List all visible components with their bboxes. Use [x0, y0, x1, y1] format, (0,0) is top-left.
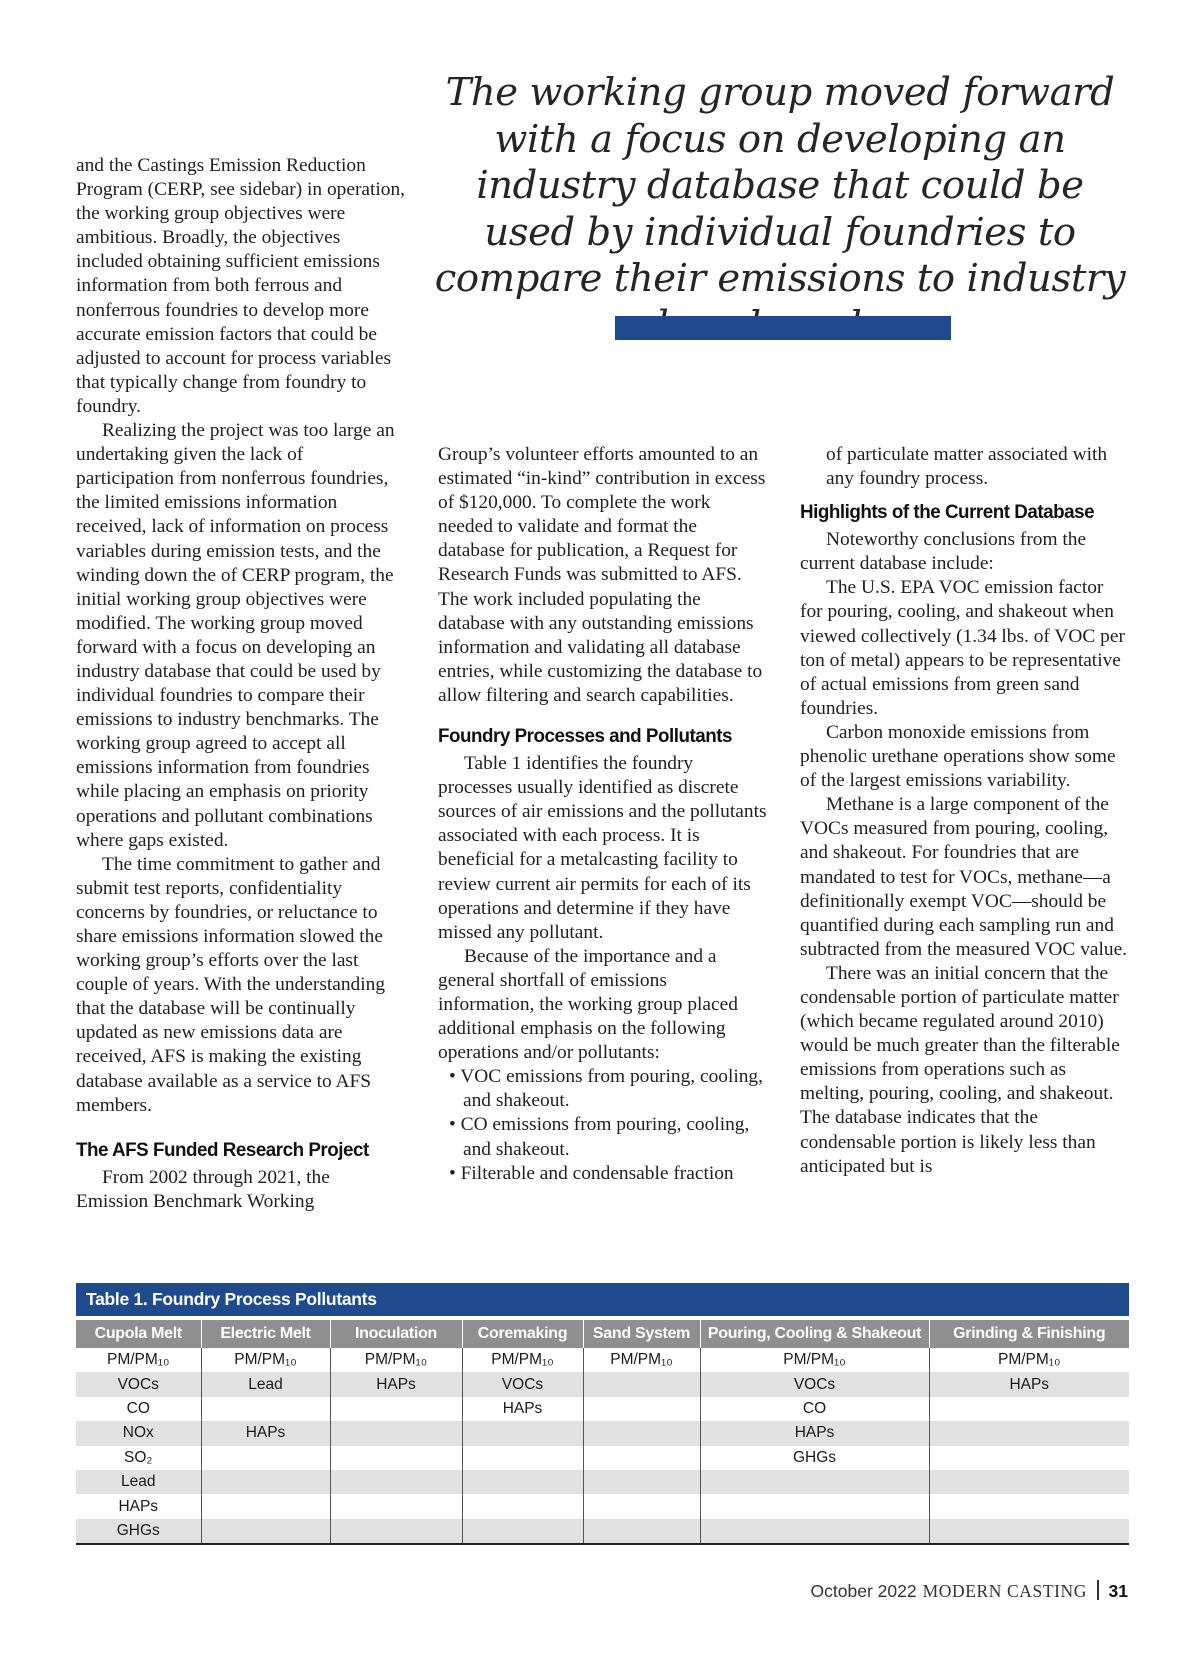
table-cell: PM/PM₁₀ [201, 1348, 330, 1372]
table-cell [330, 1446, 462, 1470]
paragraph: Noteworthy conclusions from the current database include: [800, 529, 1087, 575]
table-cell [929, 1494, 1129, 1518]
table-cell: CO [700, 1397, 929, 1421]
table-cell: HAPs [330, 1372, 462, 1396]
section-heading: The AFS Funded Research Project [76, 1138, 369, 1161]
table-cell: PM/PM₁₀ [583, 1348, 700, 1372]
paragraph: and the Castings Emission Reduction Program (CERP, see sidebar) in operation, the working group objectives were ambitious. Broadly, the objectives included obtaining sufficient emissions information from both ferrous and nonferrous foundries to develop more accurate emission factors that could be adjusted to account for process variables that typically change from foundry to foundry. [76, 155, 406, 417]
bullet-item: • CO emissions from pouring, cooling, and shakeout. [449, 1114, 750, 1160]
table-row [76, 1446, 1129, 1470]
table-cell [583, 1470, 700, 1494]
table-cell [330, 1494, 462, 1518]
page-number: 31 [1108, 1581, 1128, 1601]
paragraph: The U.S. EPA VOC emission factor for pouring, cooling, and shakeout when viewed collectively (1.34 lbs. of VOC per ton of metal) appears to be representative of actual emissions from green sand foundries. [800, 577, 1125, 719]
table-cell [201, 1519, 330, 1544]
table-cell: CO [126, 1399, 150, 1417]
table-cell [700, 1470, 929, 1494]
paragraph: Carbon monoxide emissions from phenolic urethane operations show some of the largest emissions variability. [800, 721, 1116, 792]
table-cell [583, 1494, 700, 1518]
paragraph: Because of the importance and a general shortfall of emissions information, the working group placed additional emphasis on the following operations and/or pollutants: [438, 945, 738, 1064]
text-column-3 [800, 443, 1130, 1179]
table-cell [929, 1397, 1129, 1421]
table-header-row [76, 1320, 1129, 1348]
table-cell [201, 1494, 330, 1518]
column-header: Sand System [583, 1320, 700, 1348]
table-row [76, 1372, 1129, 1396]
column-header: Grinding & Finishing [929, 1320, 1129, 1348]
table-cell [583, 1397, 700, 1421]
paragraph: The time commitment to gather and submit test reports, confidentiality concerns by foundries, or reluctance to share emissions information slowed the working group’s efforts over the last couple of years. With the understanding that the database will be continually updated as new emissions data are received, AFS is making the existing database available as a service to AFS members. [76, 853, 386, 1116]
table-row [76, 1421, 1129, 1445]
table-cell [929, 1446, 1129, 1470]
paragraph: Table 1 identifies the foundry processes usually identified as discrete sources of air emissions and the pollutants associated with each process. It is beneficial for a metalcasting facility to review current air permits for each of its operations and determine if they have missed any pollutant. [438, 753, 767, 943]
page-footer [811, 1580, 1128, 1602]
table-row [76, 1397, 1129, 1421]
pull-quote-accent-bar [615, 316, 951, 340]
table-cell: PM/PM₁₀ [462, 1348, 583, 1372]
table-cell [929, 1470, 1129, 1494]
paragraph: of particulate matter associated with any foundry process. [826, 444, 1108, 490]
paragraph: Group’s volunteer efforts amounted to an estimated “in-kind” contribution in excess of $120,000. To complete the work needed to validate and format the database for publication, a Request for Research Funds was submitted to AFS. The work included populating the database with any outstanding emissions information and validating all database entries, while customizing the database to allow filtering and search capabilities. [438, 444, 766, 706]
paragraph: Realizing the project was too large an undertaking given the lack of participation from nonferrous foundries, the limited emissions information received, lack of information on process variables during emission tests, and the winding down the of CERP program, the initial working group objectives were modified. The working group moved forward with a focus on developing an industry database that could be used by individual foundries to compare their emissions to industry benchmarks. The working group agreed to accept all emissions information from foundries while placing an emphasis on priority operations and pollutant combinations where gaps existed. [76, 420, 395, 851]
table-cell: VOCs [462, 1372, 583, 1396]
table-cell [330, 1519, 462, 1544]
table-cell [201, 1470, 330, 1494]
table-cell [929, 1421, 1129, 1445]
table-cell: SO₂ [124, 1448, 153, 1466]
table-cell: PM/PM₁₀ [107, 1351, 170, 1369]
table-cell [700, 1519, 929, 1544]
bullet-item: • VOC emissions from pouring, cooling, and shakeout. [449, 1066, 763, 1112]
section-heading: Foundry Processes and Pollutants [438, 725, 733, 748]
column-header: Electric Melt [201, 1320, 330, 1348]
table-row [76, 1494, 1129, 1518]
pollutants-table [76, 1283, 1129, 1545]
table-cell [330, 1397, 462, 1421]
section-heading: Highlights of the Current Database [800, 501, 1095, 524]
table-cell [462, 1494, 583, 1518]
table-row [76, 1519, 1129, 1544]
table-cell [201, 1446, 330, 1470]
table-cell [330, 1421, 462, 1445]
table-cell: Lead [201, 1372, 330, 1396]
table-cell [330, 1470, 462, 1494]
paragraph: There was an initial concern that the condensable portion of particulate matter (which became regulated around 2010) would be much greater than the filterable emissions from operations such as melting, pouring, cooling, and shakeout. The database indicates that the condensable portion is likely less than anticipated but is [800, 962, 1120, 1177]
table-cell: HAPs [929, 1372, 1129, 1396]
table-cell: VOCs [76, 1372, 201, 1396]
bullet-item: • Filterable and condensable fraction [449, 1162, 734, 1184]
table-cell [462, 1519, 583, 1544]
column-header: Cupola Melt [76, 1320, 201, 1348]
table-cell [462, 1446, 583, 1470]
paragraph: Methane is a large component of the VOCs measured from pouring, cooling, and shakeout. For foundries that are mandated to test for VOCs, methane—a definitionally exempt VOC—should be quantified during each sampling run and subtracted from the measured VOC value. [800, 794, 1128, 960]
table-cell [700, 1494, 929, 1518]
table-row [76, 1470, 1129, 1494]
table-cell [462, 1470, 583, 1494]
footer-divider [1097, 1580, 1099, 1600]
table-title: Table 1. Foundry Process Pollutants [76, 1283, 1129, 1316]
text-column-2 [438, 443, 768, 1186]
issue-date: October 2022 [810, 1581, 917, 1601]
table-cell [583, 1421, 700, 1445]
column-header: Inoculation [330, 1320, 462, 1348]
table-cell: HAPs [201, 1421, 330, 1445]
table-cell: Lead [76, 1470, 201, 1494]
text-column-1 [76, 154, 406, 1214]
table-cell [462, 1421, 583, 1445]
table-cell: PM/PM₁₀ [929, 1348, 1129, 1372]
table-cell: VOCs [700, 1372, 929, 1396]
table-cell: PM/PM₁₀ [700, 1348, 929, 1372]
table-cell: NOx [76, 1421, 201, 1445]
table-cell: HAPs [700, 1421, 929, 1445]
column-header: Coremaking [462, 1320, 583, 1348]
pull-quote: The working group moved forward with a focus on developing an industry database that could be used by individual foundries to compare their emissions to industry [434, 70, 1126, 301]
table-cell: GHGs [700, 1446, 929, 1470]
table-cell: GHGs [76, 1519, 201, 1544]
table-cell [583, 1519, 700, 1544]
table-cell [201, 1397, 330, 1421]
table-cell [929, 1519, 1129, 1544]
table-cell [583, 1446, 700, 1470]
table-cell [583, 1372, 700, 1396]
table-grid [76, 1320, 1129, 1545]
table-cell: HAPs [118, 1497, 159, 1515]
table-cell: PM/PM₁₀ [330, 1348, 462, 1372]
paragraph: From 2002 through 2021, the Emission Benchmark Working [76, 1166, 330, 1212]
table-row [76, 1348, 1129, 1372]
column-header: Pouring, Cooling & Shakeout [700, 1320, 929, 1348]
magazine-name: MODERN CASTING [922, 1581, 1088, 1601]
table-cell: HAPs [462, 1397, 583, 1421]
